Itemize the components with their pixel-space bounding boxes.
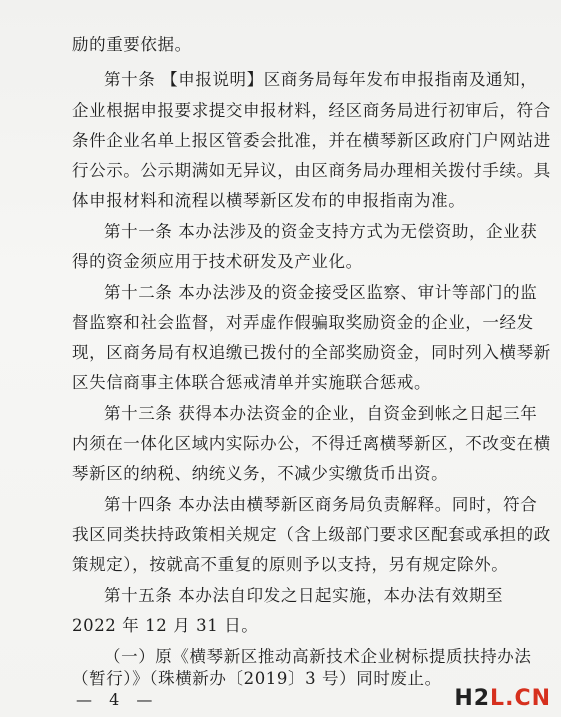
- article-15-heading: 第十五条 本办法自印发之日起实施，本办法有效期至: [104, 586, 504, 605]
- text-line-11: 现，区商务局有权追缴已拨付的全部奖励资金，同时列入横琴新: [72, 343, 551, 362]
- text-line-12: 区失信商事主体联合惩戒清单并实施联合惩戒。: [72, 373, 432, 392]
- text-line-4: 条件企业名单上报区管委会批准，并在横琴新区政府门户网站进: [72, 131, 551, 150]
- watermark-part-l: L: [490, 686, 506, 711]
- text-line-8: 得的资金须应用于技术研发及产业化。: [72, 252, 363, 271]
- article-10-heading: 第十条 【申报说明】区商务局每年发布申报指南及通知，: [104, 70, 538, 89]
- article-13-heading: 第十三条 获得本办法资金的企业，自资金到帐之日起三年: [104, 404, 538, 423]
- repeal-clause: （一）原《横琴新区推动高新技术企业树标提质扶持办法: [104, 647, 532, 666]
- text-line-6: 体申报材料和流程以横琴新区发布的申报指南为准。: [72, 191, 466, 210]
- text-line-5: 行公示。公示期满如无异议，由区商务局办理相关拨付手续。具: [72, 161, 551, 180]
- watermark-part-dot: .: [505, 686, 515, 711]
- page-number: — 4 —: [76, 690, 159, 709]
- watermark-part-h2: H2: [454, 686, 491, 711]
- watermark-part-cn: CN: [514, 686, 551, 711]
- article-14-heading: 第十四条 本办法由横琴新区商务局负责解释。同时，符合: [104, 495, 538, 514]
- text-line-10: 督监察和社会监督，对弄虚作假骗取奖励资金的企业，一经发: [72, 313, 534, 332]
- text-line-20: 2022 年 12 月 31 日。: [72, 616, 259, 635]
- text-line-17: 我区同类扶持政策相关规定（含上级部门要求区配套或承担的政: [72, 525, 551, 544]
- text-line-22: （暂行）》（珠横新办〔2019〕3 号）同时废止。: [72, 669, 442, 688]
- text-line-3: 企业根据申报要求提交申报材料，经区商务局进行初审后，符合: [72, 101, 551, 120]
- text-line-15: 琴新区的纳税、纳统义务，不减少实缴货币出资。: [72, 464, 449, 483]
- text-line-18: 策规定），按就高不重复的原则予以支持，另有规定除外。: [72, 555, 509, 574]
- article-12-heading: 第十二条 本办法涉及的资金接受区监察、审计等部门的监: [104, 283, 538, 302]
- site-watermark: [454, 686, 551, 711]
- text-line-14: 内须在一体化区域内实际办公，不得迁离横琴新区，不改变在横: [72, 434, 551, 453]
- article-11-heading: 第十一条 本办法涉及的资金支持方式为无偿资助，企业获: [104, 222, 538, 241]
- text-line-1: 励的重要依据。: [72, 35, 192, 54]
